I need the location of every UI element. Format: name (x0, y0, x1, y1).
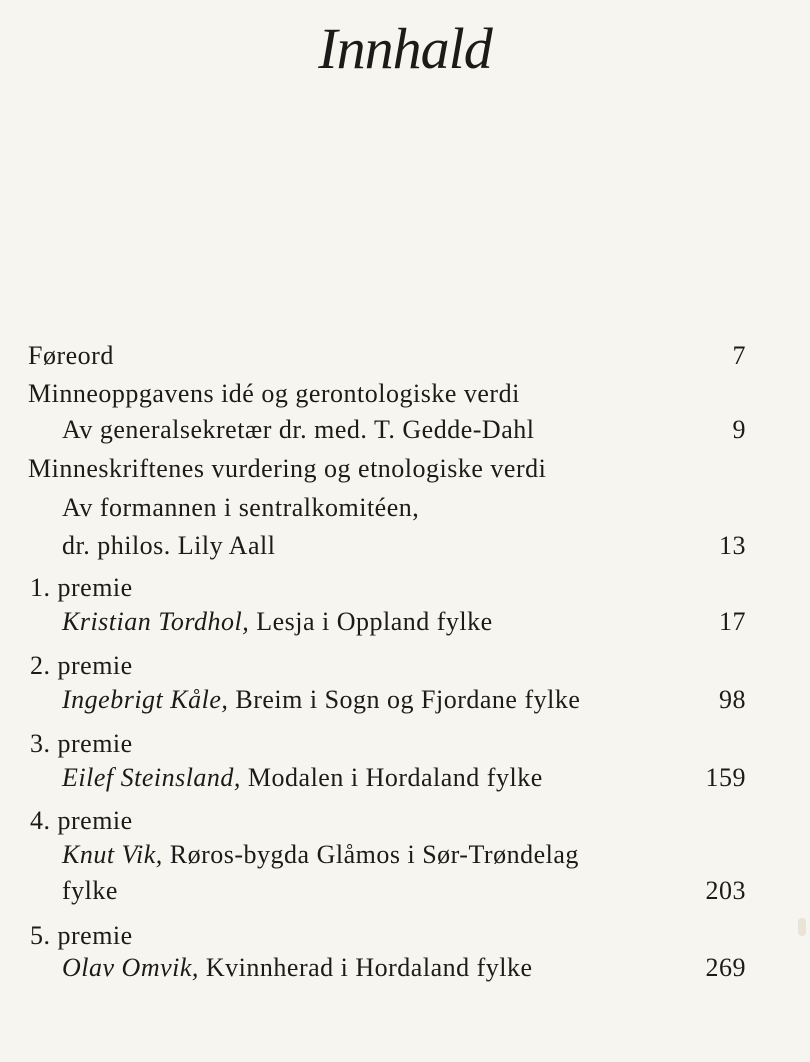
toc-prize-label-2 (0, 648, 810, 684)
toc-page-number: 159 (705, 763, 746, 792)
toc-entry-text: Minneoppgavens idé og gerontologiske verdi (28, 379, 520, 408)
toc-entry-text (62, 950, 533, 986)
toc-entry-text (62, 682, 580, 718)
page-title: Innhald (318, 16, 492, 81)
toc-entry-minneskriftenes-byline-1 (0, 490, 810, 526)
toc-page-number: 7 (732, 341, 746, 370)
place-name: Lesja i Oppland fylke (249, 607, 493, 636)
toc-entry-minneoppgavens-byline (0, 412, 810, 448)
place-name: Breim i Sogn og Fjordane fylke (228, 685, 581, 714)
toc-prize-entry-5 (0, 950, 810, 986)
place-name-continued: fylke (62, 876, 118, 905)
place-name: Modalen i Hordaland fylke (240, 763, 543, 792)
toc-page-number: 98 (719, 685, 746, 714)
toc-entry-foreord (0, 338, 810, 374)
toc-prize-label-4 (0, 803, 810, 839)
prize-label: 5. premie (30, 921, 133, 950)
toc-entry-byline: dr. philos. Lily Aall (62, 531, 276, 560)
author-name: Knut Vik, (62, 840, 163, 869)
prize-label: 1. premie (30, 573, 133, 602)
place-name: Røros-bygda Glåmos i Sør-Trøndelag (162, 840, 579, 869)
toc-entry-text (62, 760, 543, 796)
toc-prize-label-1 (0, 570, 810, 606)
toc-prize-label-3 (0, 726, 810, 762)
toc-prize-entry-3 (0, 760, 810, 796)
toc-entry-byline: Av formannen i sentralkomitéen, (62, 493, 420, 522)
place-name: Kvinnherad i Hordaland fylke (198, 953, 533, 982)
toc-entry-text (62, 837, 579, 873)
prize-label: 3. premie (30, 729, 133, 758)
author-name: Kristian Tordhol, (62, 607, 250, 636)
toc-entry-text: Føreord (28, 341, 114, 370)
toc-prize-entry-1 (0, 604, 810, 640)
toc-entry-minneskriftenes-byline-2 (0, 528, 810, 564)
toc-page-number: 203 (705, 876, 746, 905)
prize-label: 2. premie (30, 651, 133, 680)
toc-entry-minneskriftenes-heading (0, 451, 810, 487)
toc-prize-entry-4-cont (0, 873, 810, 909)
toc-prize-entry-2 (0, 682, 810, 718)
toc-entry-minneoppgavens-heading (0, 376, 810, 412)
toc-entry-byline: Av generalsekretær dr. med. T. Gedde-Dahl (62, 415, 535, 444)
toc-page-number: 17 (719, 607, 746, 636)
toc-entry-text: Minneskriftenes vurdering og etnologiske verdi (28, 454, 547, 483)
author-name: Olav Omvik, (62, 953, 199, 982)
paper-speck (798, 918, 806, 936)
toc-page-number: 13 (719, 531, 746, 560)
prize-label: 4. premie (30, 806, 133, 835)
toc-prize-label-5 (0, 918, 810, 954)
author-name: Eilef Steinsland, (62, 763, 241, 792)
author-name: Ingebrigt Kåle, (62, 685, 229, 714)
toc-entry-text (62, 604, 493, 640)
toc-page-number: 269 (705, 953, 746, 982)
toc-page-number: 9 (732, 415, 746, 444)
toc-prize-entry-4 (0, 837, 810, 873)
